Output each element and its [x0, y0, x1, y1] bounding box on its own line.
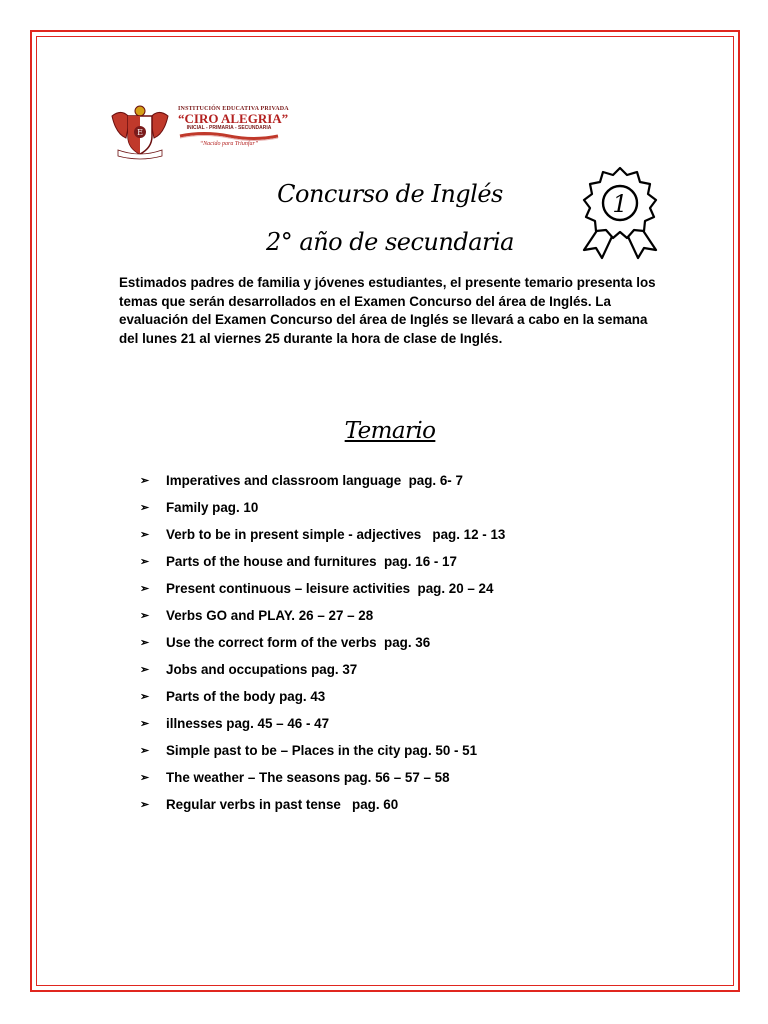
logo-text — [178, 106, 289, 147]
arrow-bullet-icon: ➢ — [140, 772, 150, 784]
logo-motto: “Nacido para Triunfar” — [199, 141, 259, 147]
arrow-bullet-icon: ➢ — [140, 664, 150, 676]
arrow-bullet-icon: ➢ — [140, 745, 150, 757]
page-title: Concurso de Inglés — [277, 180, 503, 208]
list-item — [140, 472, 505, 499]
list-item — [140, 796, 505, 823]
arrow-bullet-icon: ➢ — [140, 637, 150, 649]
list-item — [140, 553, 505, 580]
first-place-rosette-icon — [570, 162, 670, 262]
topic-text: Simple past to be – Places in the city pag. 50 - 51 — [166, 743, 478, 758]
topic-text: Family pag. 10 — [166, 500, 259, 515]
topic-text: Verb to be in present simple - adjectives pag. 12 - 13 — [166, 527, 506, 542]
topic-text: illnesses pag. 45 – 46 - 47 — [166, 716, 330, 731]
medal-number: 1 — [612, 190, 628, 218]
intro-paragraph: Estimados padres de familia y jóvenes estudiantes, el presente temario presenta los temas que serán desarrollados en el Examen Concurso del área de Inglés. La evaluación del Examen Concurso del área de Inglés se llevará a cabo en la semana del lunes 21 al viernes 25 durante la hora de clase de Inglés. — [119, 275, 656, 346]
logo-school-name: “CIRO ALEGRIA” — [178, 111, 289, 126]
list-item — [140, 688, 505, 715]
arrow-bullet-icon: ➢ — [140, 529, 150, 541]
list-item — [140, 580, 505, 607]
topic-text: The weather – The seasons pag. 56 – 57 – 58 — [166, 770, 450, 785]
topics-list — [140, 472, 505, 823]
school-logo — [108, 104, 289, 160]
arrow-bullet-icon: ➢ — [140, 583, 150, 595]
topic-text: Jobs and occupations pag. 37 — [166, 662, 358, 677]
topic-text: Regular verbs in past tense pag. 60 — [166, 797, 399, 812]
topic-text: Verbs GO and PLAY. 26 – 27 – 28 — [166, 608, 374, 623]
page-subtitle: 2° año de secundaria — [266, 228, 514, 256]
topic-text: Use the correct form of the verbs pag. 36 — [166, 635, 431, 650]
list-item — [140, 661, 505, 688]
arrow-bullet-icon: ➢ — [140, 691, 150, 703]
topic-text: Imperatives and classroom language pag. 6- 7 — [166, 473, 463, 488]
arrow-bullet-icon: ➢ — [140, 475, 150, 487]
list-item — [140, 715, 505, 742]
list-item — [140, 742, 505, 769]
list-item — [140, 526, 505, 553]
topic-text: Present continuous – leisure activities pag. 20 – 24 — [166, 581, 494, 596]
list-item — [140, 634, 505, 661]
logo-institution: INSTITUCIÓN EDUCATIVA PRIVADA — [178, 106, 289, 112]
svg-text:E: E — [137, 128, 143, 137]
topic-text: Parts of the body pag. 43 — [166, 689, 326, 704]
list-item — [140, 769, 505, 796]
flag-ribbon-icon — [178, 131, 280, 141]
arrow-bullet-icon: ➢ — [140, 502, 150, 514]
arrow-bullet-icon: ➢ — [140, 556, 150, 568]
school-crest-icon — [108, 104, 172, 160]
logo-levels: INICIAL - PRIMARIA - SECUNDARIA — [186, 125, 272, 131]
arrow-bullet-icon: ➢ — [140, 610, 150, 622]
list-item — [140, 499, 505, 526]
list-item — [140, 607, 505, 634]
arrow-bullet-icon: ➢ — [140, 799, 150, 811]
arrow-bullet-icon: ➢ — [140, 718, 150, 730]
section-heading: Temario — [344, 418, 436, 444]
topic-text: Parts of the house and furnitures pag. 16 - 17 — [166, 554, 457, 569]
